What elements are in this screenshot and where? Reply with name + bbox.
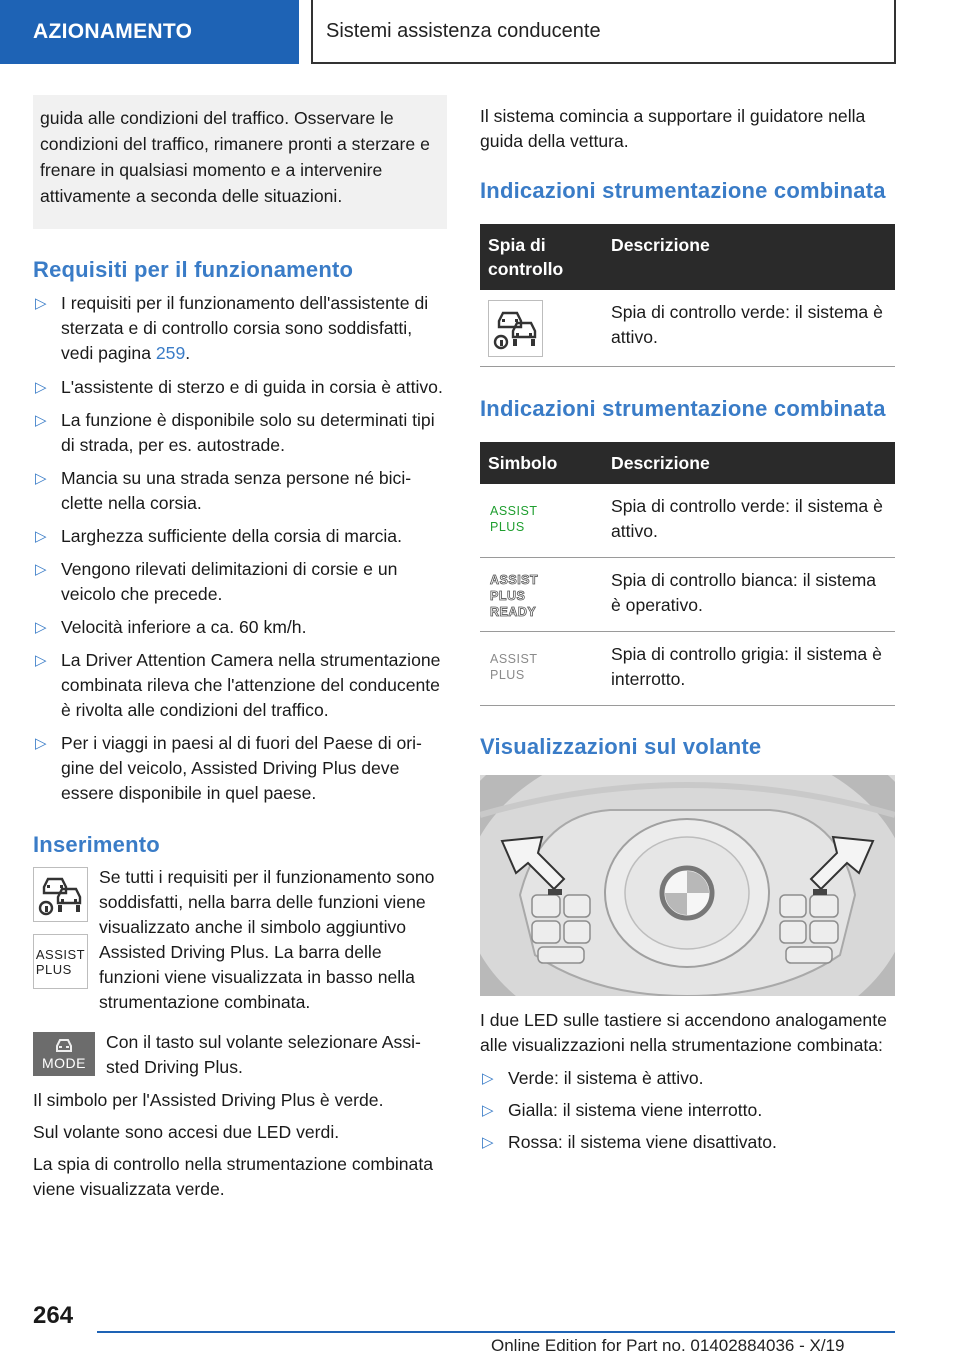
table-cell-icon — [480, 558, 603, 632]
page-number: 264 — [33, 1302, 74, 1329]
table-cell-icon — [480, 290, 603, 367]
table-row — [480, 484, 895, 558]
table-header: Descrizione — [603, 224, 895, 290]
table-cell: Spia di controllo bianca: il sistema è operativo. — [603, 558, 895, 632]
list-item — [33, 731, 447, 806]
list-item-text: Velocità inferiore a ca. 60 km/h. — [61, 617, 307, 637]
right-column — [480, 95, 895, 1155]
table-row — [480, 290, 895, 367]
insertion-block — [33, 865, 447, 1015]
bullet-triangle-icon: ▷ — [35, 379, 47, 396]
steering-heading: Visualizzazioni sul volante — [480, 734, 762, 759]
list-item-text: Vengono rilevati delimitazioni di corsie e un veicolo che precede. — [61, 559, 398, 604]
mode-label: MODE — [42, 1055, 86, 1071]
assist-plus-grey-icon: ASSIST PLUS — [490, 652, 538, 682]
insertion-icons — [33, 865, 88, 1015]
list-item — [33, 615, 447, 640]
insertion-heading: Inserimento — [33, 832, 160, 857]
assist-plus-green-icon: ASSIST PLUS — [488, 494, 595, 535]
list-item-text: Larghezza sufficiente della corsia di marcia. — [61, 526, 402, 546]
paragraph: La spia di controllo nella strumentazione combinata viene visualizzata verde. — [33, 1154, 434, 1199]
bullet-triangle-icon: ▷ — [482, 1134, 494, 1151]
assist-icon-line2: PLUS — [35, 961, 72, 977]
chapter-title: Sistemi assistenza conducente — [326, 19, 601, 42]
list-item — [33, 375, 447, 400]
list-item-text-end: . — [185, 343, 191, 363]
section-tab — [0, 0, 299, 64]
bullet-triangle-icon: ▷ — [35, 412, 47, 429]
list-item-text: La Driver Attention Camera nella strumentazione combinata rileva che l'attenzione del conducente è rivolta alle condizioni del traffico. — [61, 650, 441, 720]
led-paragraph: I due LED sulle tastiere si accendono analogamente alle visualizzazioni nella strumentazione combinata: — [480, 1010, 887, 1055]
assist-icon-line1: ASSIST — [35, 946, 86, 962]
bullet-triangle-icon: ▷ — [35, 735, 47, 752]
list-item — [33, 524, 447, 549]
table-header: Simbolo — [480, 442, 603, 484]
bullet-triangle-icon: ▷ — [35, 652, 47, 669]
mode-button-icon — [33, 1032, 95, 1076]
list-item — [480, 1066, 895, 1091]
list-item — [480, 1130, 895, 1155]
table-cell: Spia di controllo grigia: il sistema è interrotto. — [603, 632, 895, 706]
table-row — [480, 632, 895, 706]
table-row — [480, 558, 895, 632]
lane-assist-icon — [488, 300, 543, 357]
mode-block — [33, 1032, 447, 1080]
led-list — [480, 1066, 895, 1155]
list-item — [33, 557, 447, 607]
list-item-text: La funzione è disponibile solo su determinati tipi di strada, per es. autostrade. — [61, 410, 435, 455]
chapter-header — [311, 0, 896, 64]
bullet-triangle-icon: ▷ — [35, 528, 47, 545]
intro-paragraph: Il sistema comincia a supportare il guidatore nella guida della vettura. — [480, 106, 866, 151]
left-column — [33, 95, 447, 1202]
steering-wheel-illustration — [480, 775, 895, 996]
list-item — [33, 408, 447, 458]
list-item-text: Rossa: il sistema viene disattivato. — [508, 1132, 777, 1152]
display-heading-2: Indicazioni strumentazione combinata — [480, 396, 886, 421]
steering-wheel-image — [480, 775, 895, 996]
list-item-text: Gialla: il sistema viene interrotto. — [508, 1100, 763, 1120]
paragraph: Sul volante sono accesi due LED verdi. — [33, 1122, 340, 1142]
display-heading-1: Indicazioni strumentazione combinata — [480, 178, 886, 203]
warning-text: guida alle condizioni del traffico. Osservare le condizioni del traffico, rimanere pronti a sterzare e frenare in qualsiasi momento e a intervenire attivamente a seconda delle situazioni. — [40, 108, 430, 206]
lane-assist-icon — [33, 867, 88, 922]
list-item — [33, 648, 447, 723]
indicator-table-1 — [480, 224, 895, 367]
footer-divider — [97, 1331, 895, 1333]
bullet-triangle-icon: ▷ — [35, 295, 47, 312]
requirements-heading: Requisiti per il funzionamento — [33, 257, 354, 282]
table-header: Spia di controllo — [480, 224, 603, 290]
indicator-table-2 — [480, 442, 895, 706]
list-item — [33, 291, 447, 366]
table-header-row — [480, 442, 895, 484]
table-cell-icon — [480, 484, 603, 558]
table-cell-icon — [480, 632, 603, 706]
warning-box — [33, 95, 447, 229]
assist-plus-icon — [33, 934, 88, 989]
list-item-text: Mancia su una strada senza persone né biciclette nella corsia. — [61, 468, 412, 513]
table-header: Descrizione — [603, 442, 895, 484]
list-item-text: I requisiti per il funzionamento dell'assistente di sterzata e di controllo corsia sono soddisfatti, vedi pagina — [61, 293, 429, 363]
list-item — [480, 1098, 895, 1123]
requirements-list — [33, 291, 447, 806]
table-cell: Spia di controllo verde: il sistema è attivo. — [603, 290, 895, 367]
table-cell: Spia di controllo verde: il sistema è attivo. — [603, 484, 895, 558]
insertion-text: Se tutti i requisiti per il funzionamento sono soddisfatti, nella barra delle funzioni viene visualizzato anche il simbolo aggiuntivo Assisted Driving Plus. La barra delle funzioni viene visualizzata in basso nella strumentazione combinata. — [99, 867, 435, 1012]
footer-edition: Online Edition for Part no. 01402884036 - X/19 — [491, 1336, 845, 1355]
assist-plus-ready-icon: ASSIST PLUS READY — [490, 573, 539, 619]
bullet-triangle-icon: ▷ — [35, 619, 47, 636]
list-item-text: L'assistente di sterzo e di guida in corsia è attivo. — [61, 377, 443, 397]
list-item-text: Per i viaggi in paesi al di fuori del Paese di origine del veicolo, Assisted Driving Plus deve essere disponibile in quel paese. — [61, 733, 422, 803]
bullet-triangle-icon: ▷ — [35, 470, 47, 487]
list-item — [33, 466, 447, 516]
table-header-row — [480, 224, 895, 290]
page-link[interactable]: 259 — [155, 343, 186, 363]
bullet-triangle-icon: ▷ — [482, 1070, 494, 1087]
paragraph: Il simbolo per l'Assisted Driving Plus è verde. — [33, 1090, 384, 1110]
section-title: AZIONAMENTO — [33, 20, 193, 43]
list-item-text: Verde: il sistema è attivo. — [508, 1068, 704, 1088]
bullet-triangle-icon: ▷ — [482, 1102, 494, 1119]
mode-text: Con il tasto sul volante selezionare Assisted Driving Plus. — [106, 1032, 421, 1077]
bullet-triangle-icon: ▷ — [35, 561, 47, 578]
